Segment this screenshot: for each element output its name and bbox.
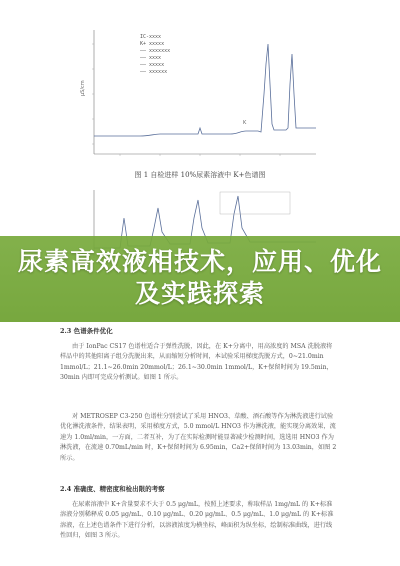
legend-entry: —— xxxx	[140, 55, 162, 61]
figure-1-caption: 图 1 自检进样 10%尿素溶液中 K+色谱图	[134, 171, 266, 179]
legend-entry: —— xxxxxx	[140, 69, 168, 75]
chromatogram-trace	[94, 44, 316, 136]
y-axis-label: μS/cm	[80, 80, 86, 96]
paragraph-text: 由于 IonPac CS17 色谱柱适合于弹性洗脱，因此，在 K+分离中，用高浓度的 MSA 洗脱液将样品中的其他阳离子组分洗脱出来，从而缩短分析时间，本试验采用梯度洗脱方式，0~21.0min 1mmol/L；21.1~26.0min 20mmol/L；26.1~30.0min 1mmol/L，K+保留时间为 19.5min，30min 内即可完成分析测试。如图 1 所示。	[60, 343, 333, 382]
section-heading: 2.4 准确度、精密度和检出限的考察	[60, 485, 165, 493]
body-paragraph	[60, 342, 338, 384]
chromatogram-svg	[80, 24, 320, 164]
section-heading: 2.3 色谱条件优化	[60, 327, 113, 335]
legend-entry: K+ xxxxx	[140, 41, 165, 47]
paragraph-text: 对 METROSEP C3-250 色谱柱分别尝试了采用 HNO3、草酸、酒石酸等作为淋洗液进行试验优化淋洗液条件，结果表明，采用梯度方式，5.0 mmol/L HNO3 作为淋洗液，能实现分离效果，流速为 1.0ml/min，一方面，二者互补，为了在实际检测时能显著减少检测时间，选选用 HNO3 作为淋洗液，在流速 0.70mL/min 时，K+保留时间为 6.95min，Ca2+保留时间为 13.03min，如图 2 所示。	[60, 413, 337, 462]
legend-entry: —— xxxxxxx	[140, 48, 171, 54]
body-paragraph	[60, 412, 338, 464]
banner-title: 尿素高效液相技术，应用、优化及实践探索	[17, 247, 382, 308]
body-paragraph	[60, 500, 338, 542]
paragraph-text: 在尿素溶液中 K+含量要求不大于 0.5 μg/mL，按照上述要求，称取样品 1mg/mL 的 K+标准溶液分别稀释成 0.05 μg/mL、0.10 μg/mL、0.20 μg/mL、0.5 μg/mL、1.0 μg/mL 的 K+标准溶液，在上述色谱条件下进行分析，以溶液浓度为横坐标，峰面积为纵坐标，绘制标准曲线，进行线性回归，如图 3 所示。	[60, 501, 334, 540]
legend-entry: —— xxxxx	[140, 62, 165, 68]
title-banner	[0, 236, 400, 322]
peak-marker: K	[243, 120, 247, 126]
legend-entry: IC-xxxx	[140, 34, 162, 40]
chart-legend	[140, 34, 170, 75]
chromatogram-figure-1	[80, 24, 320, 164]
chart-legend	[220, 192, 290, 214]
